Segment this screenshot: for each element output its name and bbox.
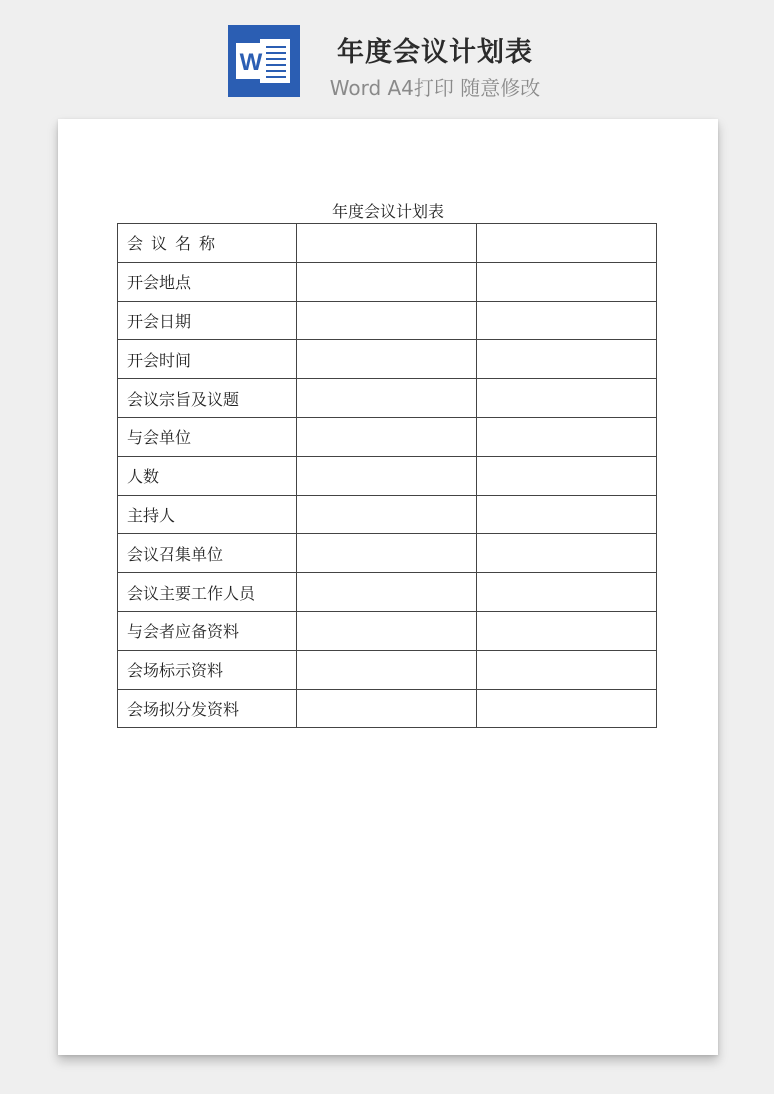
empty-cell[interactable] bbox=[477, 534, 657, 573]
row-label: 开会日期 bbox=[118, 301, 297, 340]
document-title: 年度会议计划表 bbox=[331, 202, 444, 221]
table-row bbox=[118, 573, 657, 612]
empty-cell[interactable] bbox=[297, 224, 477, 263]
empty-cell[interactable] bbox=[477, 417, 657, 456]
empty-cell[interactable] bbox=[297, 495, 477, 534]
row-label: 会议宗旨及议题 bbox=[118, 379, 297, 418]
table-row bbox=[118, 224, 657, 263]
row-label: 会场拟分发资料 bbox=[118, 689, 297, 728]
word-logo-letter: W bbox=[239, 49, 263, 76]
row-label: 会议主要工作人员 bbox=[118, 573, 297, 612]
table-row bbox=[118, 689, 657, 728]
table-row bbox=[118, 301, 657, 340]
row-label: 主持人 bbox=[118, 495, 297, 534]
page-subtitle: Word A4打印 随意修改 bbox=[329, 76, 541, 100]
row-label: 开会时间 bbox=[118, 340, 297, 379]
empty-cell[interactable] bbox=[297, 262, 477, 301]
empty-cell[interactable] bbox=[297, 534, 477, 573]
word-doc-icon bbox=[228, 25, 300, 97]
table-row bbox=[118, 340, 657, 379]
empty-cell[interactable] bbox=[297, 573, 477, 612]
empty-cell[interactable] bbox=[297, 379, 477, 418]
table-row bbox=[118, 611, 657, 650]
page-title: 年度会议计划表 bbox=[337, 37, 533, 68]
header bbox=[0, 0, 774, 110]
row-label: 与会单位 bbox=[118, 417, 297, 456]
row-label: 会场标示资料 bbox=[118, 650, 297, 689]
empty-cell[interactable] bbox=[477, 456, 657, 495]
meeting-plan-table bbox=[117, 223, 657, 728]
document-page bbox=[58, 119, 718, 1055]
table-row bbox=[118, 379, 657, 418]
empty-cell[interactable] bbox=[297, 340, 477, 379]
empty-cell[interactable] bbox=[477, 301, 657, 340]
row-label: 人数 bbox=[118, 456, 297, 495]
empty-cell[interactable] bbox=[477, 379, 657, 418]
table-row bbox=[118, 650, 657, 689]
empty-cell[interactable] bbox=[477, 340, 657, 379]
row-label: 会议名称 bbox=[118, 224, 297, 263]
empty-cell[interactable] bbox=[477, 573, 657, 612]
empty-cell[interactable] bbox=[297, 689, 477, 728]
row-label: 开会地点 bbox=[118, 262, 297, 301]
table-row bbox=[118, 495, 657, 534]
empty-cell[interactable] bbox=[477, 611, 657, 650]
empty-cell[interactable] bbox=[297, 456, 477, 495]
empty-cell[interactable] bbox=[477, 224, 657, 263]
empty-cell[interactable] bbox=[477, 650, 657, 689]
empty-cell[interactable] bbox=[297, 301, 477, 340]
empty-cell[interactable] bbox=[297, 611, 477, 650]
row-label: 与会者应备资料 bbox=[118, 611, 297, 650]
row-label: 会议召集单位 bbox=[118, 534, 297, 573]
table-row bbox=[118, 417, 657, 456]
table-row bbox=[118, 534, 657, 573]
empty-cell[interactable] bbox=[477, 689, 657, 728]
empty-cell[interactable] bbox=[477, 262, 657, 301]
empty-cell[interactable] bbox=[297, 417, 477, 456]
empty-cell[interactable] bbox=[297, 650, 477, 689]
table-row bbox=[118, 262, 657, 301]
empty-cell[interactable] bbox=[477, 495, 657, 534]
table-row bbox=[118, 456, 657, 495]
